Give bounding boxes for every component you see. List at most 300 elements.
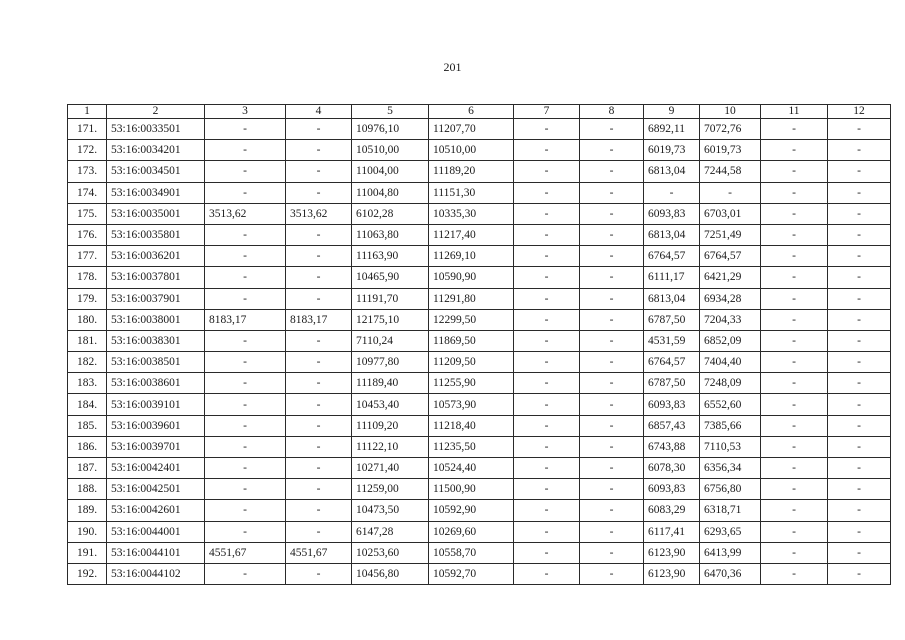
value-cell: - bbox=[761, 140, 828, 161]
table-row bbox=[68, 458, 891, 479]
value-cell: - bbox=[205, 224, 286, 245]
value-cell: 6019,73 bbox=[644, 140, 700, 161]
value-cell: 11235,50 bbox=[429, 436, 514, 457]
value-cell: - bbox=[761, 309, 828, 330]
row-number-cell: 192. bbox=[68, 563, 107, 584]
data-table bbox=[67, 104, 891, 585]
value-cell: - bbox=[514, 140, 580, 161]
row-number-cell: 189. bbox=[68, 500, 107, 521]
value-cell: 11255,90 bbox=[429, 373, 514, 394]
value-cell: 7248,09 bbox=[700, 373, 761, 394]
value-cell: 7204,33 bbox=[700, 309, 761, 330]
value-cell: - bbox=[205, 563, 286, 584]
value-cell: - bbox=[828, 521, 891, 542]
value-cell: 6093,83 bbox=[644, 394, 700, 415]
value-cell: 7110,53 bbox=[700, 436, 761, 457]
value-cell: 10465,90 bbox=[352, 267, 429, 288]
value-cell: - bbox=[580, 542, 644, 563]
table-row bbox=[68, 288, 891, 309]
table-row bbox=[68, 140, 891, 161]
value-cell: 11209,50 bbox=[429, 352, 514, 373]
value-cell: 10473,50 bbox=[352, 500, 429, 521]
value-cell: - bbox=[761, 352, 828, 373]
value-cell: 7251,49 bbox=[700, 224, 761, 245]
value-cell: - bbox=[828, 161, 891, 182]
value-cell: 11004,00 bbox=[352, 161, 429, 182]
row-number-cell: 190. bbox=[68, 521, 107, 542]
value-cell: 6078,30 bbox=[644, 458, 700, 479]
column-header-11: 11 bbox=[761, 105, 828, 119]
value-cell: - bbox=[286, 415, 352, 436]
value-cell: - bbox=[286, 394, 352, 415]
value-cell: 11218,40 bbox=[429, 415, 514, 436]
value-cell: - bbox=[514, 394, 580, 415]
value-cell: 11109,20 bbox=[352, 415, 429, 436]
value-cell: - bbox=[828, 224, 891, 245]
table-row bbox=[68, 182, 891, 203]
value-cell: - bbox=[514, 224, 580, 245]
value-cell: - bbox=[286, 500, 352, 521]
value-cell: 6356,34 bbox=[700, 458, 761, 479]
row-number-cell: 183. bbox=[68, 373, 107, 394]
value-cell: 10269,60 bbox=[429, 521, 514, 542]
value-cell: - bbox=[205, 182, 286, 203]
value-cell: - bbox=[580, 182, 644, 203]
table-row bbox=[68, 521, 891, 542]
value-cell: - bbox=[580, 458, 644, 479]
column-header-5: 5 bbox=[352, 105, 429, 119]
value-cell: 4551,67 bbox=[286, 542, 352, 563]
cadastral-number-cell: 53:16:0034201 bbox=[107, 140, 205, 161]
value-cell: - bbox=[828, 373, 891, 394]
value-cell: - bbox=[828, 563, 891, 584]
value-cell: 10592,90 bbox=[429, 500, 514, 521]
value-cell: 7072,76 bbox=[700, 119, 761, 140]
row-number-cell: 173. bbox=[68, 161, 107, 182]
value-cell: - bbox=[761, 373, 828, 394]
value-cell: - bbox=[828, 330, 891, 351]
value-cell: 11189,20 bbox=[429, 161, 514, 182]
table-row bbox=[68, 415, 891, 436]
value-cell: - bbox=[580, 500, 644, 521]
value-cell: 10524,40 bbox=[429, 458, 514, 479]
table-row bbox=[68, 246, 891, 267]
value-cell: - bbox=[205, 394, 286, 415]
value-cell: - bbox=[828, 203, 891, 224]
table-row bbox=[68, 330, 891, 351]
value-cell: 11191,70 bbox=[352, 288, 429, 309]
value-cell: - bbox=[205, 415, 286, 436]
value-cell: - bbox=[514, 479, 580, 500]
row-number-cell: 178. bbox=[68, 267, 107, 288]
value-cell: - bbox=[514, 246, 580, 267]
value-cell: 6857,43 bbox=[644, 415, 700, 436]
cadastral-number-cell: 53:16:0042401 bbox=[107, 458, 205, 479]
value-cell: - bbox=[828, 436, 891, 457]
value-cell: - bbox=[828, 458, 891, 479]
table-row bbox=[68, 500, 891, 521]
value-cell: - bbox=[205, 458, 286, 479]
value-cell: 6934,28 bbox=[700, 288, 761, 309]
value-cell: 11063,80 bbox=[352, 224, 429, 245]
value-cell: 11269,10 bbox=[429, 246, 514, 267]
value-cell: - bbox=[761, 224, 828, 245]
table-row bbox=[68, 436, 891, 457]
cadastral-number-cell: 53:16:0034501 bbox=[107, 161, 205, 182]
value-cell: 7404,40 bbox=[700, 352, 761, 373]
value-cell: 10558,70 bbox=[429, 542, 514, 563]
value-cell: - bbox=[514, 563, 580, 584]
cadastral-number-cell: 53:16:0033501 bbox=[107, 119, 205, 140]
value-cell: - bbox=[514, 500, 580, 521]
value-cell: 10335,30 bbox=[429, 203, 514, 224]
value-cell: 6083,29 bbox=[644, 500, 700, 521]
row-number-cell: 187. bbox=[68, 458, 107, 479]
value-cell: 11004,80 bbox=[352, 182, 429, 203]
value-cell: - bbox=[828, 415, 891, 436]
value-cell: 6093,83 bbox=[644, 203, 700, 224]
value-cell: - bbox=[286, 246, 352, 267]
row-number-cell: 185. bbox=[68, 415, 107, 436]
cadastral-number-cell: 53:16:0039701 bbox=[107, 436, 205, 457]
value-cell: - bbox=[514, 458, 580, 479]
value-cell: - bbox=[828, 542, 891, 563]
value-cell: - bbox=[286, 288, 352, 309]
value-cell: 11151,30 bbox=[429, 182, 514, 203]
value-cell: - bbox=[580, 394, 644, 415]
value-cell: 6147,28 bbox=[352, 521, 429, 542]
value-cell: - bbox=[580, 521, 644, 542]
value-cell: 10456,80 bbox=[352, 563, 429, 584]
value-cell: - bbox=[514, 182, 580, 203]
value-cell: - bbox=[580, 330, 644, 351]
value-cell: - bbox=[286, 373, 352, 394]
cadastral-number-cell: 53:16:0037801 bbox=[107, 267, 205, 288]
table-row bbox=[68, 267, 891, 288]
column-header-6: 6 bbox=[429, 105, 514, 119]
value-cell: 7244,58 bbox=[700, 161, 761, 182]
value-cell: 10976,10 bbox=[352, 119, 429, 140]
value-cell: - bbox=[205, 352, 286, 373]
value-cell: 6764,57 bbox=[644, 246, 700, 267]
cadastral-number-cell: 53:16:0044001 bbox=[107, 521, 205, 542]
value-cell: - bbox=[514, 119, 580, 140]
value-cell: - bbox=[286, 458, 352, 479]
value-cell: - bbox=[761, 563, 828, 584]
value-cell: 6111,17 bbox=[644, 267, 700, 288]
cadastral-number-cell: 53:16:0035001 bbox=[107, 203, 205, 224]
value-cell: 6703,01 bbox=[700, 203, 761, 224]
row-number-cell: 191. bbox=[68, 542, 107, 563]
value-cell: - bbox=[286, 140, 352, 161]
value-cell: - bbox=[514, 161, 580, 182]
value-cell: 6421,29 bbox=[700, 267, 761, 288]
value-cell: 6293,65 bbox=[700, 521, 761, 542]
column-header-9: 9 bbox=[644, 105, 700, 119]
value-cell: 6117,41 bbox=[644, 521, 700, 542]
table-row bbox=[68, 309, 891, 330]
cadastral-number-cell: 53:16:0038601 bbox=[107, 373, 205, 394]
value-cell: 6787,50 bbox=[644, 309, 700, 330]
value-cell: 10453,40 bbox=[352, 394, 429, 415]
value-cell: 10510,00 bbox=[429, 140, 514, 161]
value-cell: 10573,90 bbox=[429, 394, 514, 415]
value-cell: - bbox=[514, 521, 580, 542]
value-cell: - bbox=[205, 161, 286, 182]
column-header-10: 10 bbox=[700, 105, 761, 119]
value-cell: - bbox=[514, 330, 580, 351]
value-cell: - bbox=[514, 288, 580, 309]
value-cell: - bbox=[205, 373, 286, 394]
value-cell: - bbox=[580, 415, 644, 436]
value-cell: 4531,59 bbox=[644, 330, 700, 351]
value-cell: - bbox=[700, 182, 761, 203]
value-cell: 6743,88 bbox=[644, 436, 700, 457]
cadastral-number-cell: 53:16:0036201 bbox=[107, 246, 205, 267]
table-header-row bbox=[68, 105, 891, 119]
value-cell: - bbox=[761, 458, 828, 479]
value-cell: - bbox=[828, 140, 891, 161]
value-cell: 6852,09 bbox=[700, 330, 761, 351]
value-cell: - bbox=[580, 563, 644, 584]
value-cell: 6813,04 bbox=[644, 288, 700, 309]
cadastral-number-cell: 53:16:0034901 bbox=[107, 182, 205, 203]
value-cell: - bbox=[205, 246, 286, 267]
table-body bbox=[68, 119, 891, 585]
value-cell: - bbox=[828, 352, 891, 373]
value-cell: - bbox=[828, 288, 891, 309]
value-cell: - bbox=[580, 373, 644, 394]
value-cell: 6756,80 bbox=[700, 479, 761, 500]
table-row bbox=[68, 352, 891, 373]
value-cell: 11189,40 bbox=[352, 373, 429, 394]
value-cell: 8183,17 bbox=[205, 309, 286, 330]
value-cell: - bbox=[286, 436, 352, 457]
table-row bbox=[68, 542, 891, 563]
value-cell: - bbox=[514, 203, 580, 224]
row-number-cell: 188. bbox=[68, 479, 107, 500]
value-cell: - bbox=[286, 330, 352, 351]
cadastral-number-cell: 53:16:0037901 bbox=[107, 288, 205, 309]
value-cell: - bbox=[761, 246, 828, 267]
value-cell: - bbox=[286, 267, 352, 288]
value-cell: 6318,71 bbox=[700, 500, 761, 521]
value-cell: - bbox=[761, 500, 828, 521]
value-cell: - bbox=[514, 542, 580, 563]
cadastral-number-cell: 53:16:0044101 bbox=[107, 542, 205, 563]
row-number-cell: 177. bbox=[68, 246, 107, 267]
value-cell: 11291,80 bbox=[429, 288, 514, 309]
row-number-cell: 171. bbox=[68, 119, 107, 140]
value-cell: 6552,60 bbox=[700, 394, 761, 415]
value-cell: - bbox=[828, 309, 891, 330]
value-cell: - bbox=[828, 119, 891, 140]
value-cell: 6813,04 bbox=[644, 161, 700, 182]
value-cell: 10590,90 bbox=[429, 267, 514, 288]
value-cell: 7385,66 bbox=[700, 415, 761, 436]
value-cell: 12299,50 bbox=[429, 309, 514, 330]
value-cell: - bbox=[580, 140, 644, 161]
table-row bbox=[68, 563, 891, 584]
value-cell: 11869,50 bbox=[429, 330, 514, 351]
value-cell: - bbox=[514, 415, 580, 436]
value-cell: - bbox=[828, 394, 891, 415]
value-cell: - bbox=[205, 521, 286, 542]
value-cell: - bbox=[761, 394, 828, 415]
value-cell: - bbox=[828, 246, 891, 267]
row-number-cell: 174. bbox=[68, 182, 107, 203]
value-cell: 11163,90 bbox=[352, 246, 429, 267]
value-cell: 11122,10 bbox=[352, 436, 429, 457]
column-header-4: 4 bbox=[286, 105, 352, 119]
column-header-3: 3 bbox=[205, 105, 286, 119]
cadastral-number-cell: 53:16:0038001 bbox=[107, 309, 205, 330]
value-cell: - bbox=[286, 119, 352, 140]
value-cell: - bbox=[761, 119, 828, 140]
value-cell: - bbox=[205, 500, 286, 521]
column-header-8: 8 bbox=[580, 105, 644, 119]
value-cell: - bbox=[205, 140, 286, 161]
value-cell: - bbox=[761, 479, 828, 500]
value-cell: - bbox=[828, 479, 891, 500]
value-cell: 6764,57 bbox=[700, 246, 761, 267]
value-cell: - bbox=[286, 521, 352, 542]
row-number-cell: 172. bbox=[68, 140, 107, 161]
row-number-cell: 181. bbox=[68, 330, 107, 351]
value-cell: 11259,00 bbox=[352, 479, 429, 500]
table-row bbox=[68, 224, 891, 245]
value-cell: 10510,00 bbox=[352, 140, 429, 161]
value-cell: 6892,11 bbox=[644, 119, 700, 140]
value-cell: 6470,36 bbox=[700, 563, 761, 584]
value-cell: - bbox=[580, 352, 644, 373]
value-cell: - bbox=[580, 203, 644, 224]
column-header-1: 1 bbox=[68, 105, 107, 119]
value-cell: 7110,24 bbox=[352, 330, 429, 351]
value-cell: - bbox=[761, 203, 828, 224]
value-cell: - bbox=[286, 479, 352, 500]
value-cell: 11207,70 bbox=[429, 119, 514, 140]
value-cell: - bbox=[644, 182, 700, 203]
value-cell: - bbox=[286, 224, 352, 245]
value-cell: 10271,40 bbox=[352, 458, 429, 479]
value-cell: 6123,90 bbox=[644, 542, 700, 563]
value-cell: - bbox=[580, 224, 644, 245]
value-cell: - bbox=[761, 521, 828, 542]
value-cell: - bbox=[828, 267, 891, 288]
value-cell: - bbox=[761, 288, 828, 309]
table-row bbox=[68, 479, 891, 500]
value-cell: - bbox=[514, 373, 580, 394]
value-cell: - bbox=[761, 415, 828, 436]
value-cell: - bbox=[761, 436, 828, 457]
value-cell: - bbox=[205, 479, 286, 500]
row-number-cell: 184. bbox=[68, 394, 107, 415]
row-number-cell: 186. bbox=[68, 436, 107, 457]
row-number-cell: 176. bbox=[68, 224, 107, 245]
value-cell: 6413,99 bbox=[700, 542, 761, 563]
value-cell: - bbox=[580, 161, 644, 182]
value-cell: - bbox=[580, 119, 644, 140]
table-row bbox=[68, 373, 891, 394]
value-cell: - bbox=[514, 436, 580, 457]
value-cell: 10977,80 bbox=[352, 352, 429, 373]
value-cell: - bbox=[761, 542, 828, 563]
value-cell: - bbox=[580, 309, 644, 330]
cadastral-number-cell: 53:16:0039601 bbox=[107, 415, 205, 436]
value-cell: - bbox=[286, 352, 352, 373]
value-cell: - bbox=[205, 288, 286, 309]
value-cell: - bbox=[580, 246, 644, 267]
value-cell: - bbox=[580, 436, 644, 457]
value-cell: 3513,62 bbox=[286, 203, 352, 224]
value-cell: - bbox=[514, 352, 580, 373]
value-cell: - bbox=[580, 479, 644, 500]
value-cell: 3513,62 bbox=[205, 203, 286, 224]
cadastral-number-cell: 53:16:0044102 bbox=[107, 563, 205, 584]
cadastral-number-cell: 53:16:0038501 bbox=[107, 352, 205, 373]
value-cell: - bbox=[580, 267, 644, 288]
column-header-7: 7 bbox=[514, 105, 580, 119]
value-cell: 10592,70 bbox=[429, 563, 514, 584]
row-number-cell: 179. bbox=[68, 288, 107, 309]
value-cell: 12175,10 bbox=[352, 309, 429, 330]
value-cell: - bbox=[205, 436, 286, 457]
value-cell: 6102,28 bbox=[352, 203, 429, 224]
cadastral-number-cell: 53:16:0039101 bbox=[107, 394, 205, 415]
value-cell: - bbox=[761, 330, 828, 351]
value-cell: - bbox=[514, 267, 580, 288]
value-cell: 6093,83 bbox=[644, 479, 700, 500]
table-row bbox=[68, 119, 891, 140]
value-cell: - bbox=[205, 119, 286, 140]
value-cell: - bbox=[828, 500, 891, 521]
value-cell: 8183,17 bbox=[286, 309, 352, 330]
value-cell: - bbox=[514, 309, 580, 330]
value-cell: 6813,04 bbox=[644, 224, 700, 245]
value-cell: - bbox=[761, 267, 828, 288]
value-cell: 6123,90 bbox=[644, 563, 700, 584]
value-cell: - bbox=[286, 182, 352, 203]
value-cell: 6764,57 bbox=[644, 352, 700, 373]
value-cell: - bbox=[761, 182, 828, 203]
cadastral-number-cell: 53:16:0042501 bbox=[107, 479, 205, 500]
value-cell: 11217,40 bbox=[429, 224, 514, 245]
value-cell: 10253,60 bbox=[352, 542, 429, 563]
value-cell: - bbox=[286, 563, 352, 584]
value-cell: 6787,50 bbox=[644, 373, 700, 394]
column-header-2: 2 bbox=[107, 105, 205, 119]
cadastral-number-cell: 53:16:0038301 bbox=[107, 330, 205, 351]
value-cell: 4551,67 bbox=[205, 542, 286, 563]
row-number-cell: 180. bbox=[68, 309, 107, 330]
column-header-12: 12 bbox=[828, 105, 891, 119]
value-cell: - bbox=[286, 161, 352, 182]
row-number-cell: 182. bbox=[68, 352, 107, 373]
table-row bbox=[68, 161, 891, 182]
table-row bbox=[68, 203, 891, 224]
table-row bbox=[68, 394, 891, 415]
value-cell: - bbox=[761, 161, 828, 182]
cadastral-number-cell: 53:16:0035801 bbox=[107, 224, 205, 245]
page-number: 201 bbox=[443, 60, 462, 74]
value-cell: 11500,90 bbox=[429, 479, 514, 500]
value-cell: - bbox=[205, 330, 286, 351]
value-cell: 6019,73 bbox=[700, 140, 761, 161]
value-cell: - bbox=[828, 182, 891, 203]
value-cell: - bbox=[580, 288, 644, 309]
cadastral-number-cell: 53:16:0042601 bbox=[107, 500, 205, 521]
